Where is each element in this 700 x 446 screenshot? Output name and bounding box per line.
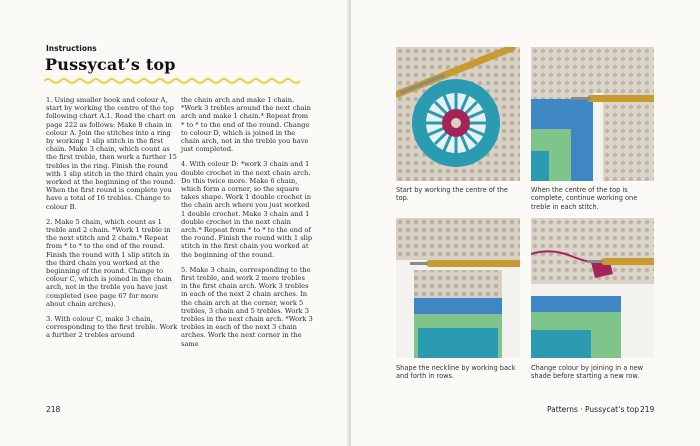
instruction-step-5: 5. Make 3 chain, corresponding to the first treble, and work 2 more trebles in the first chain arch. Work 3 trebles in each of the next 2 chain arches. In the chain arch at the corner, work 5 trebles, 3 chain and 5 trebles. Work 3 trebles in the next chain arch. *Work 3 trebles in each of the next 3 chain arches. Work the next corner in the same xyxy=(181,265,313,348)
photo-crochet-square-corner xyxy=(531,47,654,181)
instruction-step-2: 2. Make 5 chain, which count as 1 treble and 2 chain. *Work 1 treble in the next stitch and 2 chain.* Repeat from * to * to the end of the round. Finish the round with 1 slip stitch in the third chain you worked at the beginning of the round. Change to colour C, which is joined in the chain arch, not in the treble you have just completed (see page 67 for more about chain arches). xyxy=(46,217,172,308)
photo-crochet-centre-circle xyxy=(396,47,520,181)
photo-caption-4: Change colour by joining in a new shade before starting a new row. xyxy=(531,364,644,381)
left-page xyxy=(0,0,349,446)
photo-caption-3: Shape the neckline by working back and forth in rows. xyxy=(396,364,516,381)
instruction-step-1: 1. Using smaller hook and colour A, start by working the centre of the top following chart A.1. Read the chart on page 222 as follows: Make 8 chain in colour A. Join the stitches into a ring by working 1 slip stitch in the first chain. Make 3 chain, which count as the first treble, then work a further 15 trebles in the ring. Finish the round with 1 slip stitch in the third chain you worked at the beginning of the round. When the first round is complete you have a total of 16 trebles. Change to colour B. xyxy=(46,96,178,211)
instruction-step-3: 3. With colour C, make 3 chain, corresponding to the first treble. Work a further 2 trebles around xyxy=(46,315,178,340)
photo-caption-2: When the centre of the top is complete, continue working one treble in each stitch. xyxy=(531,186,638,211)
instruction-step-4: 4. With colour D: *work 3 chain and 1 double crochet in the next chain arch. Do this twice more. Make 6 chain, which form a corner, so the square takes shape. Work 1 double crochet in the chain arch where you just worked 1 double crochet. Make 3 chain and 1 double crochet in the next chain arch.* Repeat from * to * to the end of the round. Finish the round with 1 slip stitch in the first chain you worked at the beginning of the round. xyxy=(181,160,313,259)
photo-caption-1: Start by working the centre of the top. xyxy=(396,186,508,203)
page-number-right: 219 xyxy=(640,405,655,414)
instructions-column-1 xyxy=(46,96,178,347)
photo-crochet-colour-change xyxy=(531,218,654,358)
decorative-wave-line xyxy=(44,77,302,85)
section-label: Instructions xyxy=(46,44,97,53)
running-footer: Patterns · Pussycat’s top xyxy=(547,405,640,414)
instruction-step-3-cont: the chain arch and make 1 chain. *Work 3 trebles around the next chain arch and make 1 chain.* Repeat from * to * to the end of the round. Change to colour D, which is joined in the chain arch, not in the treble you have just completed. xyxy=(181,96,311,154)
page-title: Pussycat’s top xyxy=(45,55,176,74)
instructions-column-2 xyxy=(181,96,313,355)
right-page xyxy=(351,0,700,446)
photo-crochet-neckline-rows xyxy=(396,218,520,358)
page-number-left: 218 xyxy=(46,405,61,414)
